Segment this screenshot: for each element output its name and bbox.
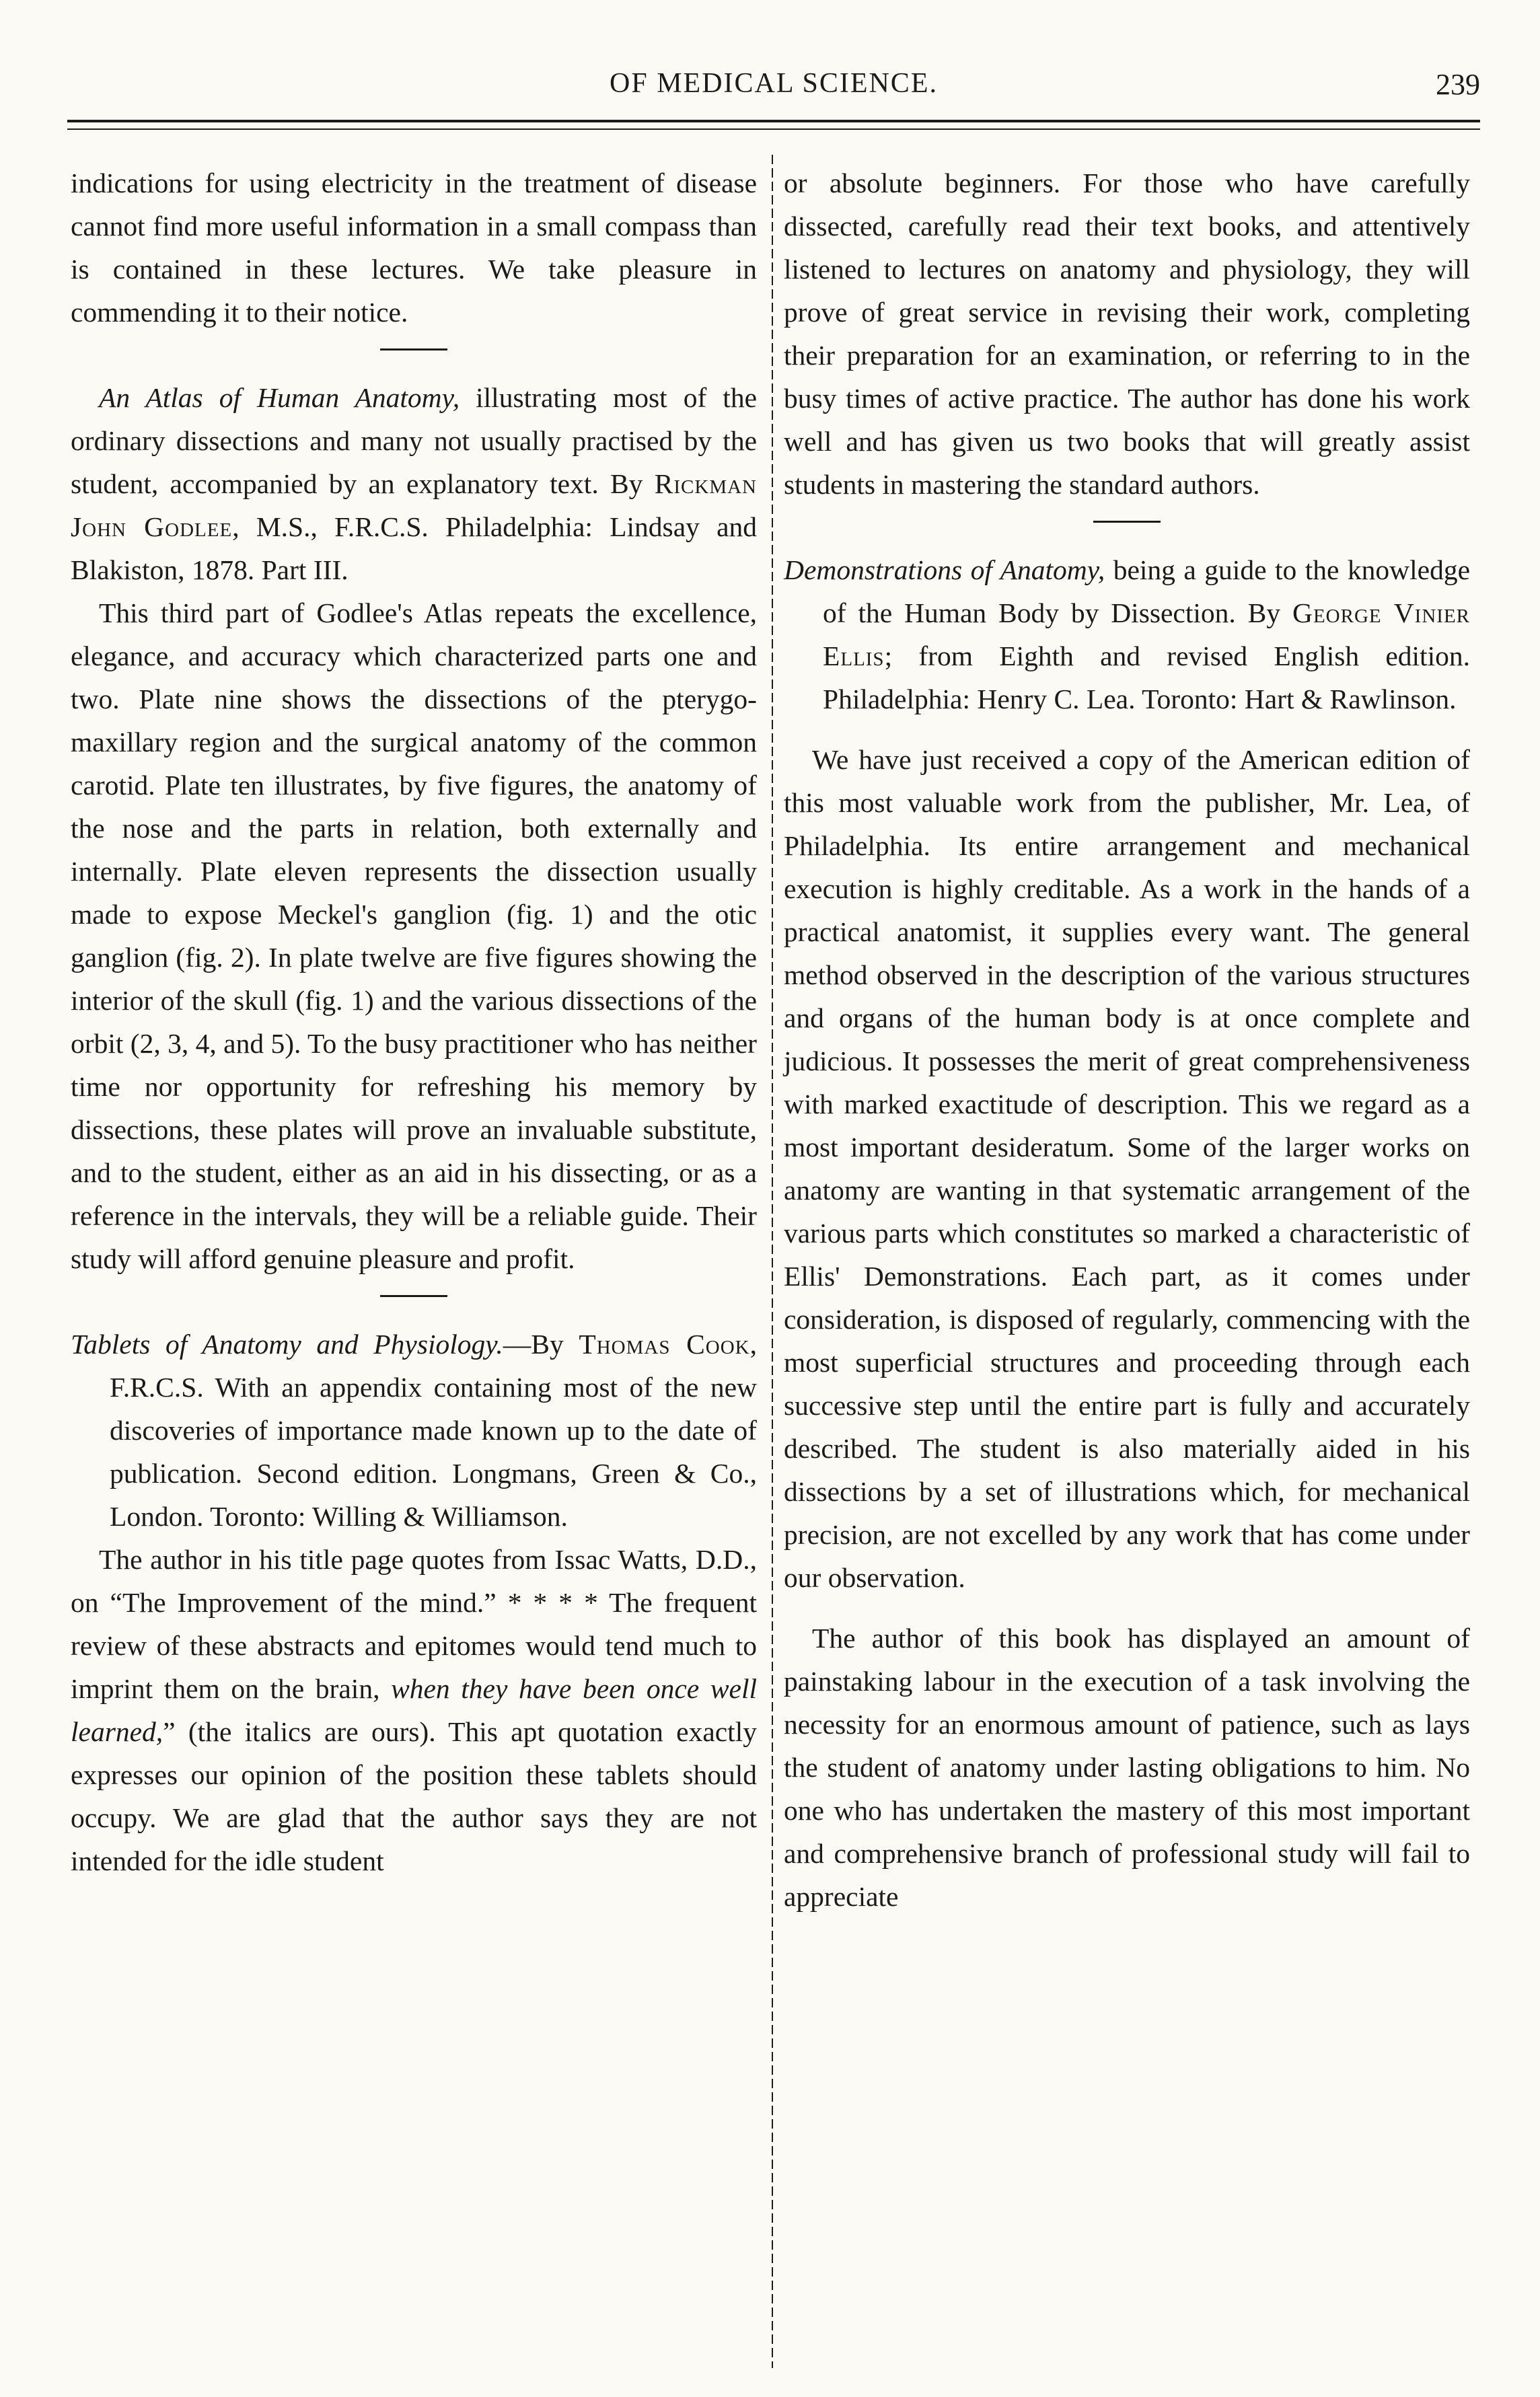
- demonstrations-publication: ; from Eighth and revised English edition. Philadelphia: Henry C. Lea. Toronto: Hart & Rawlinson.: [823, 640, 1470, 714]
- paragraph-gap: [784, 721, 1470, 738]
- page-header: [67, 62, 1480, 116]
- running-title: OF MEDICAL SCIENCE.: [610, 68, 938, 99]
- section-separator: [380, 1295, 447, 1297]
- demonstrations-title: Demonstrations of Anatomy,: [784, 554, 1105, 585]
- demonstrations-description: being a guide to the knowledge of the Human Body by Dissection. By: [823, 554, 1470, 628]
- tablets-review-continued: or absolute beginners. For those who have carefully dissected, carefully read their text books, and attentively listened to lectures on anatomy and physiology, they will prove of great service in revising their work, completing their preparation for an examination, or referring to in the busy times of active practice. The author has done his work well and has given us two books that will greatly assist students in mastering the standard authors.: [784, 168, 1470, 500]
- section-separator: [1093, 521, 1161, 523]
- right-column: [784, 161, 1470, 1918]
- atlas-title: An Atlas of Human Anatomy,: [99, 382, 460, 413]
- tablets-title: Tablets of Anatomy and Physiology.: [71, 1329, 503, 1360]
- demonstrations-review-1: We have just received a copy of the American edition of this most valuable work from the publisher, Mr. Lea, of Philadelphia. Its entire arrangement and mechanical execution is highly creditable. As a work in the hands of a practical anatomist, it supplies every want. The general method observed in the description of the various structures and organs of the human body is at once complete and judicious. It possesses the merit of great comprehensiveness with marked exactitude of description. This we regard as a most important desideratum. Some of the larger works on anatomy are wanting in that systematic arrangement of the various parts which constitutes so marked a characteristic of Ellis' Demonstrations. Each part, as it comes under consideration, is disposed of regularly, commencing with the most superficial structures and proceeding through each successive step until the entire part is fully and accurately described. The student is also materially aided in his dissections by a set of illustrations which, for mechanical precision, are not excelled by any work that has come under our observation.: [784, 744, 1470, 1593]
- page-number: 239: [1436, 68, 1480, 101]
- demonstrations-author: George Vinier Ellis: [823, 597, 1470, 671]
- tablets-citation: [71, 1323, 757, 1538]
- tablets-review-text: The author in his title page quotes from Issac Watts, D.D., on “The Improvement of the mind.” * * * * The frequent review of these abstracts and epitomes would tend much to imprint them on the brain,: [71, 1544, 757, 1704]
- paragraph-gap: [784, 1599, 1470, 1617]
- left-column: [71, 161, 757, 1882]
- header-rule-thick: [67, 120, 1480, 122]
- tablets-review: [71, 1538, 757, 1882]
- tablets-author: Thomas Cook: [579, 1329, 750, 1360]
- demonstrations-citation: [784, 548, 1470, 721]
- atlas-review: This third part of Godlee's Atlas repeats the excellence, elegance, and accuracy which characterized parts one and two. Plate nine shows the dissections of the pterygo-maxillary region and the surgical anatomy of the common carotid. Plate ten illustrates, by five figures, the anatomy of the nose and the parts in relation, both externally and internally. Plate eleven represents the dissection usually made to expose Meckel's ganglion (fig. 1) and the otic ganglion (fig. 2). In plate twelve are five figures showing the interior of the skull (fig. 1) and the various dissections of the orbit (2, 3, 4, and 5). To the busy practitioner who has neither time nor opportunity for refreshing his memory by dissections, these plates will prove an invaluable substitute, and to the student, either as an aid in his dissecting, or as a reference in the intervals, they will be a reliable guide. Their study will afford genuine pleasure and profit.: [71, 597, 757, 1274]
- atlas-publication: , M.S., F.R.C.S. Philadelphia: Lindsay and Blakiston, 1878. Part III.: [71, 511, 757, 585]
- atlas-author: Rickman John Godlee: [71, 468, 757, 542]
- atlas-citation: [71, 376, 757, 591]
- tablets-publication: , F.R.C.S. With an appendix containing most of the new discoveries of importance made known up to the date of publication. Second edition. Longmans, Green & Co., London. Toronto: Willing & Williamson.: [110, 1329, 757, 1532]
- tablets-dash: —By: [503, 1329, 579, 1360]
- column-divider: [772, 155, 773, 2368]
- tablets-review-italic: when they have been once well learned,: [71, 1673, 757, 1747]
- section-separator: [380, 348, 447, 351]
- atlas-description: illustrating most of the ordinary dissections and many not usually practised by the student, accompanied by an explanatory text. By: [71, 382, 757, 499]
- electricity-review-ending: indications for using electricity in the treatment of disease cannot find more useful information in a small compass than is contained in these lectures. We take pleasure in commending it to their notice.: [71, 168, 757, 328]
- header-rule-thin: [67, 128, 1480, 130]
- demonstrations-review-2: The author of this book has displayed an amount of painstaking labour in the execution of a task involving the necessity for an enormous amount of patience, such as lays the student of anatomy under lasting obligations to him. No one who has undertaken the mastery of this most important and comprehensive branch of professional study will fail to appreciate: [784, 1623, 1470, 1912]
- tablets-review-text-end: ” (the italics are ours). This apt quotation exactly expresses our opinion of the position these tablets should occupy. We are glad that the author says they are not intended for the idle student: [71, 1716, 757, 1876]
